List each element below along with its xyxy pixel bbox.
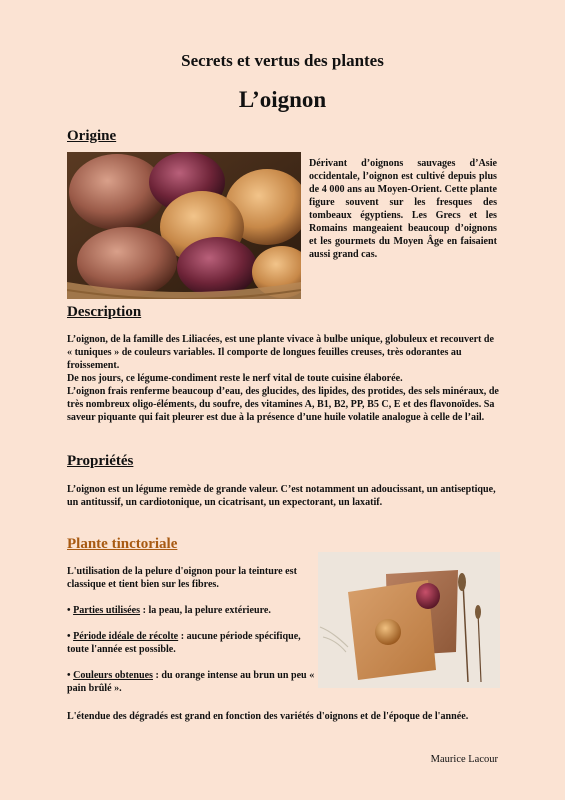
- proprietes-text: L’oignon est un légume remède de grande valeur. C’est notamment un adoucissant, un antiseptique, un antitussif, un cardiotonique, un cicatrisant, un expectorant, un laxatif.: [67, 484, 496, 508]
- bullet: •: [67, 631, 74, 642]
- couleurs-item: [67, 669, 317, 695]
- dyed-fabric-photo: [318, 552, 500, 688]
- periode-value: : aucune période spécifique, toute l'année est possible.: [67, 631, 301, 655]
- proprietes-heading: Propriétés: [67, 453, 134, 469]
- description-heading: Description: [67, 304, 142, 320]
- periode-item: [67, 630, 317, 656]
- parties-label: Parties utilisées: [73, 605, 141, 616]
- tinctoriale-intro: L'utilisation de la pelure d'oignon pour la teinture est classique et tient bien sur les fibres.: [67, 566, 297, 590]
- description-paragraph-3: L’oignon frais renferme beaucoup d’eau, des glucides, des lipides, des protides, des sels minéraux, de très nombreux oligo-éléments, du soufre, des vitamines A, B1, B2, PP, B5 C, E et des flavonoïdes. Sa saveur piquante qui fait pleurer est due à la présence d’une huile volatile analogue à celle de l’ail.: [67, 386, 499, 423]
- description-paragraph-1: L’oignon, de la famille des Liliacées, est une plante vivace à bulbe unique, globuleux et recouvert de « tuniques » de couleurs variables. Il comporte de longues feuilles creuses, très odorantes au froissement.: [67, 334, 495, 371]
- description-block: [67, 333, 499, 424]
- dyed-fabric-drawing: [318, 552, 500, 688]
- parties-value: : la peau, la pelure extérieure.: [140, 605, 271, 616]
- bullet: •: [67, 605, 74, 616]
- description-paragraph-2: De nos jours, ce légume-condiment reste le nerf vital de toute cuisine élaborée.: [67, 373, 403, 384]
- parties-item: [67, 604, 317, 617]
- bullet: •: [67, 670, 74, 681]
- document-title: Secrets et vertus des plantes: [181, 51, 384, 70]
- couleurs-label: Couleurs obtenues: [73, 670, 153, 681]
- tinctoriale-conclusion: L'étendue des dégradés est grand en fonction des variétés d'oignons et de l'époque de l'année.: [67, 711, 469, 722]
- onions-photo: [67, 152, 301, 299]
- plant-name-heading: L’oignon: [238, 87, 327, 112]
- origine-heading: Origine: [67, 128, 117, 144]
- tinctoriale-block: [67, 565, 317, 591]
- onions-photo-drawing: [67, 152, 301, 299]
- origine-text: Dérivant d’oignons sauvages d’Asie occidentale, l’oignon est cultivé depuis plus de 4 000 ans au Moyen-Orient. Cette plante figure souvent sur les fresques des tombeaux égyptiens. Les Grecs et les Romains mangeaient beaucoup d’oignons et les gourmets du Moyen Âge en faisaient aussi grand cas.: [309, 158, 497, 260]
- tinctoriale-heading: Plante tinctoriale: [67, 536, 178, 552]
- author-signature: Maurice Lacour: [430, 754, 498, 765]
- couleurs-value: : du orange intense au brun un peu « pain brûlé ».: [67, 670, 315, 694]
- periode-label: Période idéale de récolte: [73, 631, 179, 642]
